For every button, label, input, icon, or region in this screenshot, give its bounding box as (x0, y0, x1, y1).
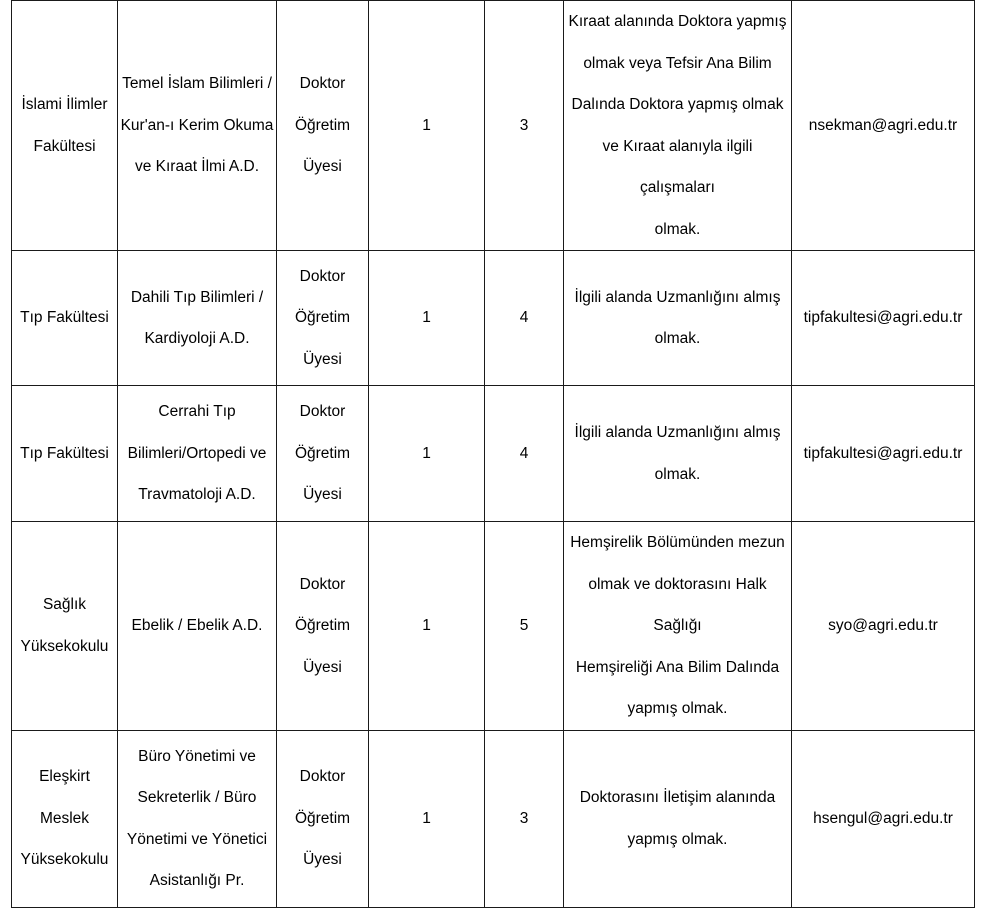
count-cell: 1 (369, 522, 485, 731)
email-cell: tipfakultesi@agri.edu.tr (792, 251, 975, 386)
department-cell: Büro Yönetimi ve Sekreterlik / Büro Yönetimi ve Yönetici Asistanlığı Pr. (118, 730, 277, 907)
email-cell: tipfakultesi@agri.edu.tr (792, 386, 975, 522)
unit-cell: İslami İlimler Fakültesi (12, 1, 118, 251)
table-row (12, 251, 975, 386)
unit-cell: Sağlık Yüksekokulu (12, 522, 118, 731)
unit-cell: Tıp Fakültesi (12, 251, 118, 386)
requirement-cell: Doktorasını İletişim alanında yapmış olmak. (564, 730, 792, 907)
table-row (12, 1, 975, 251)
title-cell: Doktor Öğretim Üyesi (277, 522, 369, 731)
requirement-cell: Kıraat alanında Doktora yapmış olmak veya Tefsir Ana Bilim Dalında Doktora yapmış olmak ve Kıraat alanıyla ilgili çalışmaları olmak. (564, 1, 792, 251)
degree-cell: 3 (485, 730, 564, 907)
title-cell: Doktor Öğretim Üyesi (277, 1, 369, 251)
table-row (12, 730, 975, 907)
unit-cell: Tıp Fakültesi (12, 386, 118, 522)
requirement-cell: İlgili alanda Uzmanlığını almış olmak. (564, 251, 792, 386)
count-cell: 1 (369, 251, 485, 386)
title-cell: Doktor Öğretim Üyesi (277, 730, 369, 907)
count-cell: 1 (369, 386, 485, 522)
degree-cell: 4 (485, 251, 564, 386)
requirement-cell: Hemşirelik Bölümünden mezun olmak ve doktorasını Halk Sağlığı Hemşireliği Ana Bilim Dalında yapmış olmak. (564, 522, 792, 731)
count-cell: 1 (369, 1, 485, 251)
department-cell: Temel İslam Bilimleri / Kur'an-ı Kerim Okuma ve Kıraat İlmi A.D. (118, 1, 277, 251)
email-cell: nsekman@agri.edu.tr (792, 1, 975, 251)
email-cell: syo@agri.edu.tr (792, 522, 975, 731)
unit-cell: Eleşkirt Meslek Yüksekokulu (12, 730, 118, 907)
email-cell: hsengul@agri.edu.tr (792, 730, 975, 907)
degree-cell: 4 (485, 386, 564, 522)
department-cell: Ebelik / Ebelik A.D. (118, 522, 277, 731)
title-cell: Doktor Öğretim Üyesi (277, 386, 369, 522)
count-cell: 1 (369, 730, 485, 907)
department-cell: Cerrahi Tıp Bilimleri/Ortopedi ve Travmatoloji A.D. (118, 386, 277, 522)
table-row (12, 522, 975, 731)
department-cell: Dahili Tıp Bilimleri / Kardiyoloji A.D. (118, 251, 277, 386)
requirement-cell: İlgili alanda Uzmanlığını almış olmak. (564, 386, 792, 522)
table-row (12, 386, 975, 522)
title-cell: Doktor Öğretim Üyesi (277, 251, 369, 386)
degree-cell: 5 (485, 522, 564, 731)
positions-table (11, 0, 975, 908)
degree-cell: 3 (485, 1, 564, 251)
